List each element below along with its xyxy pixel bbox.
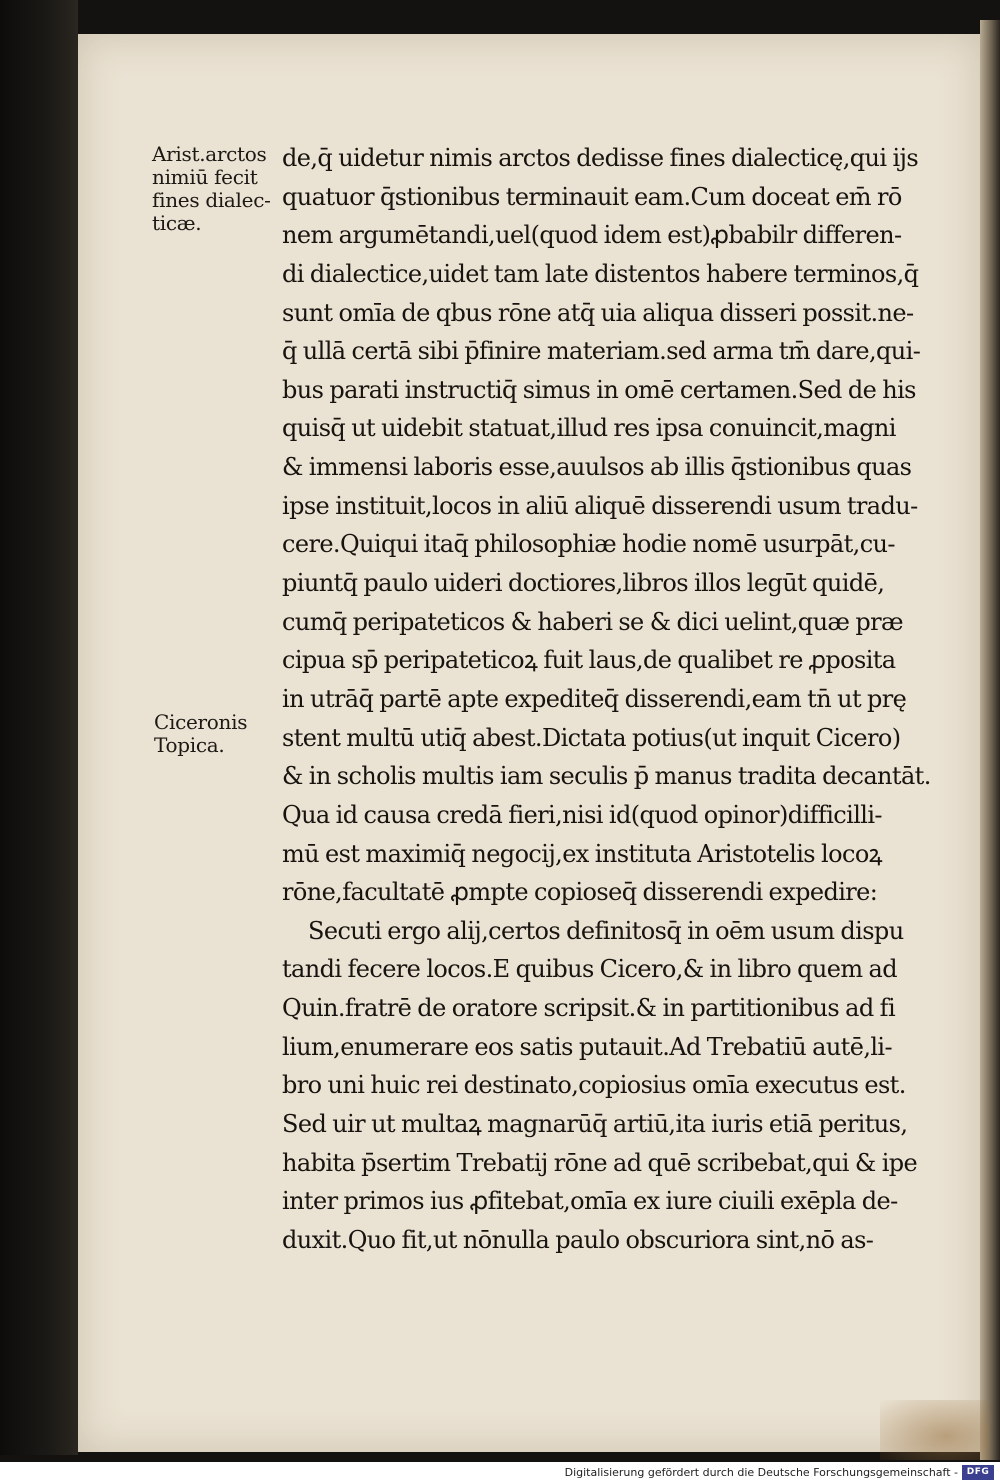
text-line: Sed uir ut multaꝝ magnarūq̄ artiū,ita iuris etiā peritus, [282,1110,908,1139]
text-line: sunt omīa de qbus rōne atq̄ uia aliqua disseri possit.ne- [282,298,914,327]
text-line: piuntq̄ paulo uideri doctiores,libros illos legūt quidē, [282,569,885,598]
text-line: cipua sp̄ peripateticoꝝ fuit laus,de qualibet re ꝓposita [282,646,896,675]
text-line: stent multū utiq̄ abest.Dictata potius(ut inquit Cicero) [282,723,901,752]
text-line: Secuti ergo alij,certos definitosq̄ in oēm usum dispu [308,916,904,945]
text-line: di dialectice,uidet tam late distentos habere terminos,q̄ [282,259,919,288]
text-line: lium,enumerare eos satis putauit.Ad Trebatiū autē,li- [282,1032,893,1061]
text-line: mū est maximiq̄ negocij,ex instituta Aristotelis locoꝝ [282,839,882,868]
paper-stain [880,1400,990,1460]
dfg-logo: DFG [962,1465,994,1480]
page-edge [980,20,1000,1460]
marginal-note-cicero: Ciceronis Topica. [154,710,248,757]
binding-shadow [0,0,78,1455]
text-line: quatuor q̄stionibus terminauit eam.Cum doceat em̄ rō [282,182,902,211]
text-line: bro uni huic rei destinato,copiosius omīa executus est. [282,1071,906,1100]
text-line: cumq̄ peripateticos & haberi se & dici uelint,quæ præ [282,607,904,636]
marginal-note-aristotle: Arist.arctos nimiū fecit fines dialec- ticæ. [152,142,271,235]
text-line: bus parati instructiq̄ simus in omē certamen.Sed de his [282,375,916,404]
main-text-block [282,139,962,1260]
text-line: ipse instituit,locos in aliū aliquē disserendi usum tradu- [282,491,918,520]
text-line: & in scholis multis iam seculis p̄ manus tradita decantāt. [282,762,931,791]
text-line: Qua id causa credā fieri,nisi id(quod opinor)difficilli- [282,800,882,829]
text-line: cere.Quiqui itaq̄ philosophiæ hodie nomē usurpāt,cu- [282,530,895,559]
text-line: quisq̄ ut uidebit statuat,illud res ipsa conuincit,magni [282,414,896,443]
text-line: nem argumētandi,uel(quod idem est)ꝓbabilr differen- [282,221,902,250]
text-line: de,q̄ uidetur nimis arctos dedisse fines dialecticę,qui ijs [282,144,919,172]
text-line: rōne,facultatē ꝓmpte copioseq̄ disserendi expedire: [282,878,878,907]
digitization-credit: Digitalisierung gefördert durch die Deutsche Forschungsgemeinschaft - [564,1466,958,1479]
text-line: inter primos ius ꝓfitebat,omīa ex iure ciuili exēpla de- [282,1187,898,1216]
text-line: & immensi laboris esse,auulsos ab illis q̄stionibus quas [282,453,912,482]
text-line: in utrāq̄ partē apte expediteq̄ disserendi,eam tn̄ ut prę [282,684,907,713]
text-line: Quin.fratrē de oratore scripsit.& in partitionibus ad fi [282,994,896,1023]
text-line: habita p̄sertim Trebatij rōne ad quē scribebat,qui & ipe [282,1148,918,1177]
text-line: duxit.Quo fit,ut nōnulla paulo obscuriora sint,nō as- [282,1225,874,1254]
text-line: tandi fecere locos.E quibus Cicero,& in libro quem ad [282,955,898,984]
text-line: q̄ ullā certā sibi p̄finire materiam.sed arma tm̄ dare,qui- [282,337,921,366]
